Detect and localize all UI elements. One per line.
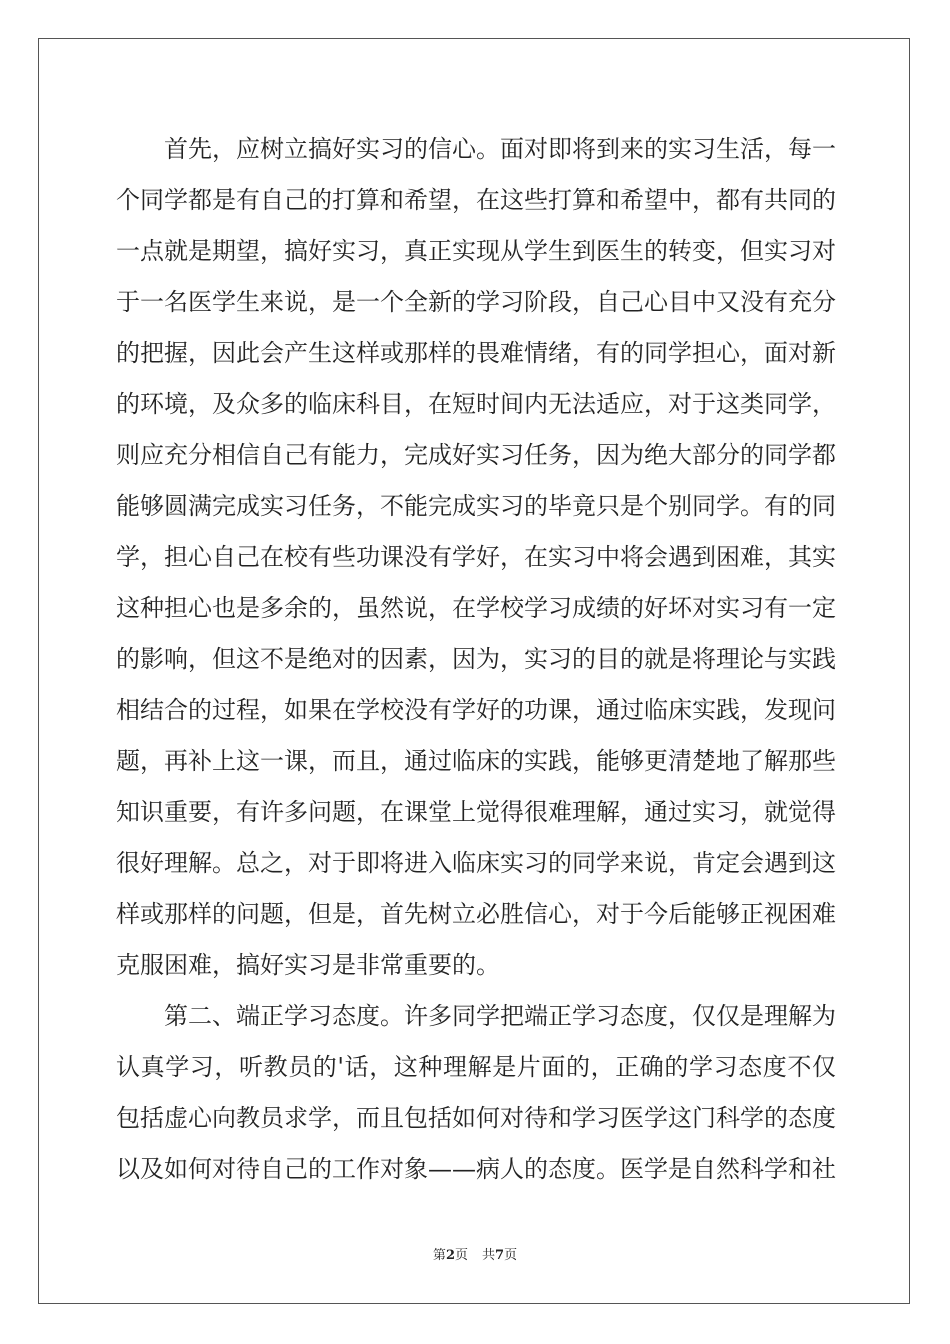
text-line: 克服困难，搞好实习是非常重要的。 [116, 951, 500, 979]
total-prefix: 共 [482, 1248, 496, 1263]
text-line: 以及如何对待自己的工作对象——病人的态度。医学是自然科学和社 [116, 1155, 836, 1183]
text-line: 个同学都是有自己的打算和希望，在这些打算和希望中，都有共同的 [116, 186, 836, 214]
page-current: 2 [445, 1248, 455, 1263]
text-line: 的把握，因此会产生这样或那样的畏难情绪，有的同学担心，面对新 [116, 339, 836, 367]
text-line: 第二、端正学习态度。许多同学把端正学习态度，仅仅是理解为 [164, 1002, 836, 1030]
text-line: 于一名医学生来说，是一个全新的学习阶段，自己心目中又没有充分 [116, 288, 836, 316]
text-line: 则应充分相信自己有能力，完成好实习任务，因为绝大部分的同学都 [116, 441, 836, 469]
paragraph-2 [116, 991, 836, 1195]
text-line: 相结合的过程，如果在学校没有学好的功课，通过临床实践，发现问 [116, 696, 836, 724]
text-line: 能够圆满完成实习任务，不能完成实习的毕竟只是个别同学。有的同 [116, 492, 836, 520]
page-total: 7 [495, 1248, 505, 1263]
text-line: 的影响，但这不是绝对的因素，因为，实习的目的就是将理论与实践 [116, 645, 836, 673]
text-line: 很好理解。总之，对于即将进入临床实习的同学来说，肯定会遇到这 [116, 849, 836, 877]
text-line: 包括虚心向教员求学，而且包括如何对待和学习医学这门科学的态度 [116, 1104, 836, 1132]
total-suffix: 页 [504, 1248, 518, 1263]
page-prefix: 第 [432, 1248, 446, 1263]
text-line: 认真学习，听教员的'话，这种理解是片面的，正确的学习态度不仅 [116, 1053, 836, 1081]
text-line: 一点就是期望，搞好实习，真正实现从学生到医生的转变，但实习对 [116, 237, 836, 265]
text-line: 这种担心也是多余的，虽然说，在学校学习成绩的好坏对实习有一定 [116, 594, 836, 622]
text-line: 学，担心自己在校有些功课没有学好，在实习中将会遇到困难，其实 [116, 543, 836, 571]
text-line: 样或那样的问题，但是，首先树立必胜信心，对于今后能够正视困难 [116, 900, 836, 928]
text-line: 知识重要，有许多问题，在课堂上觉得很难理解，通过实习，就觉得 [116, 798, 836, 826]
page-footer [0, 1244, 950, 1263]
text-line: 的环境，及众多的临床科目，在短时间内无法适应，对于这类同学， [116, 390, 836, 418]
text-line: 首先，应树立搞好实习的信心。面对即将到来的实习生活，每一 [164, 135, 836, 163]
document-body [116, 124, 836, 1195]
text-line: 题，再补上这一课，而且，通过临床的实践，能够更清楚地了解那些 [116, 747, 836, 775]
page-suffix: 页 [454, 1248, 468, 1263]
paragraph-1 [116, 124, 836, 991]
